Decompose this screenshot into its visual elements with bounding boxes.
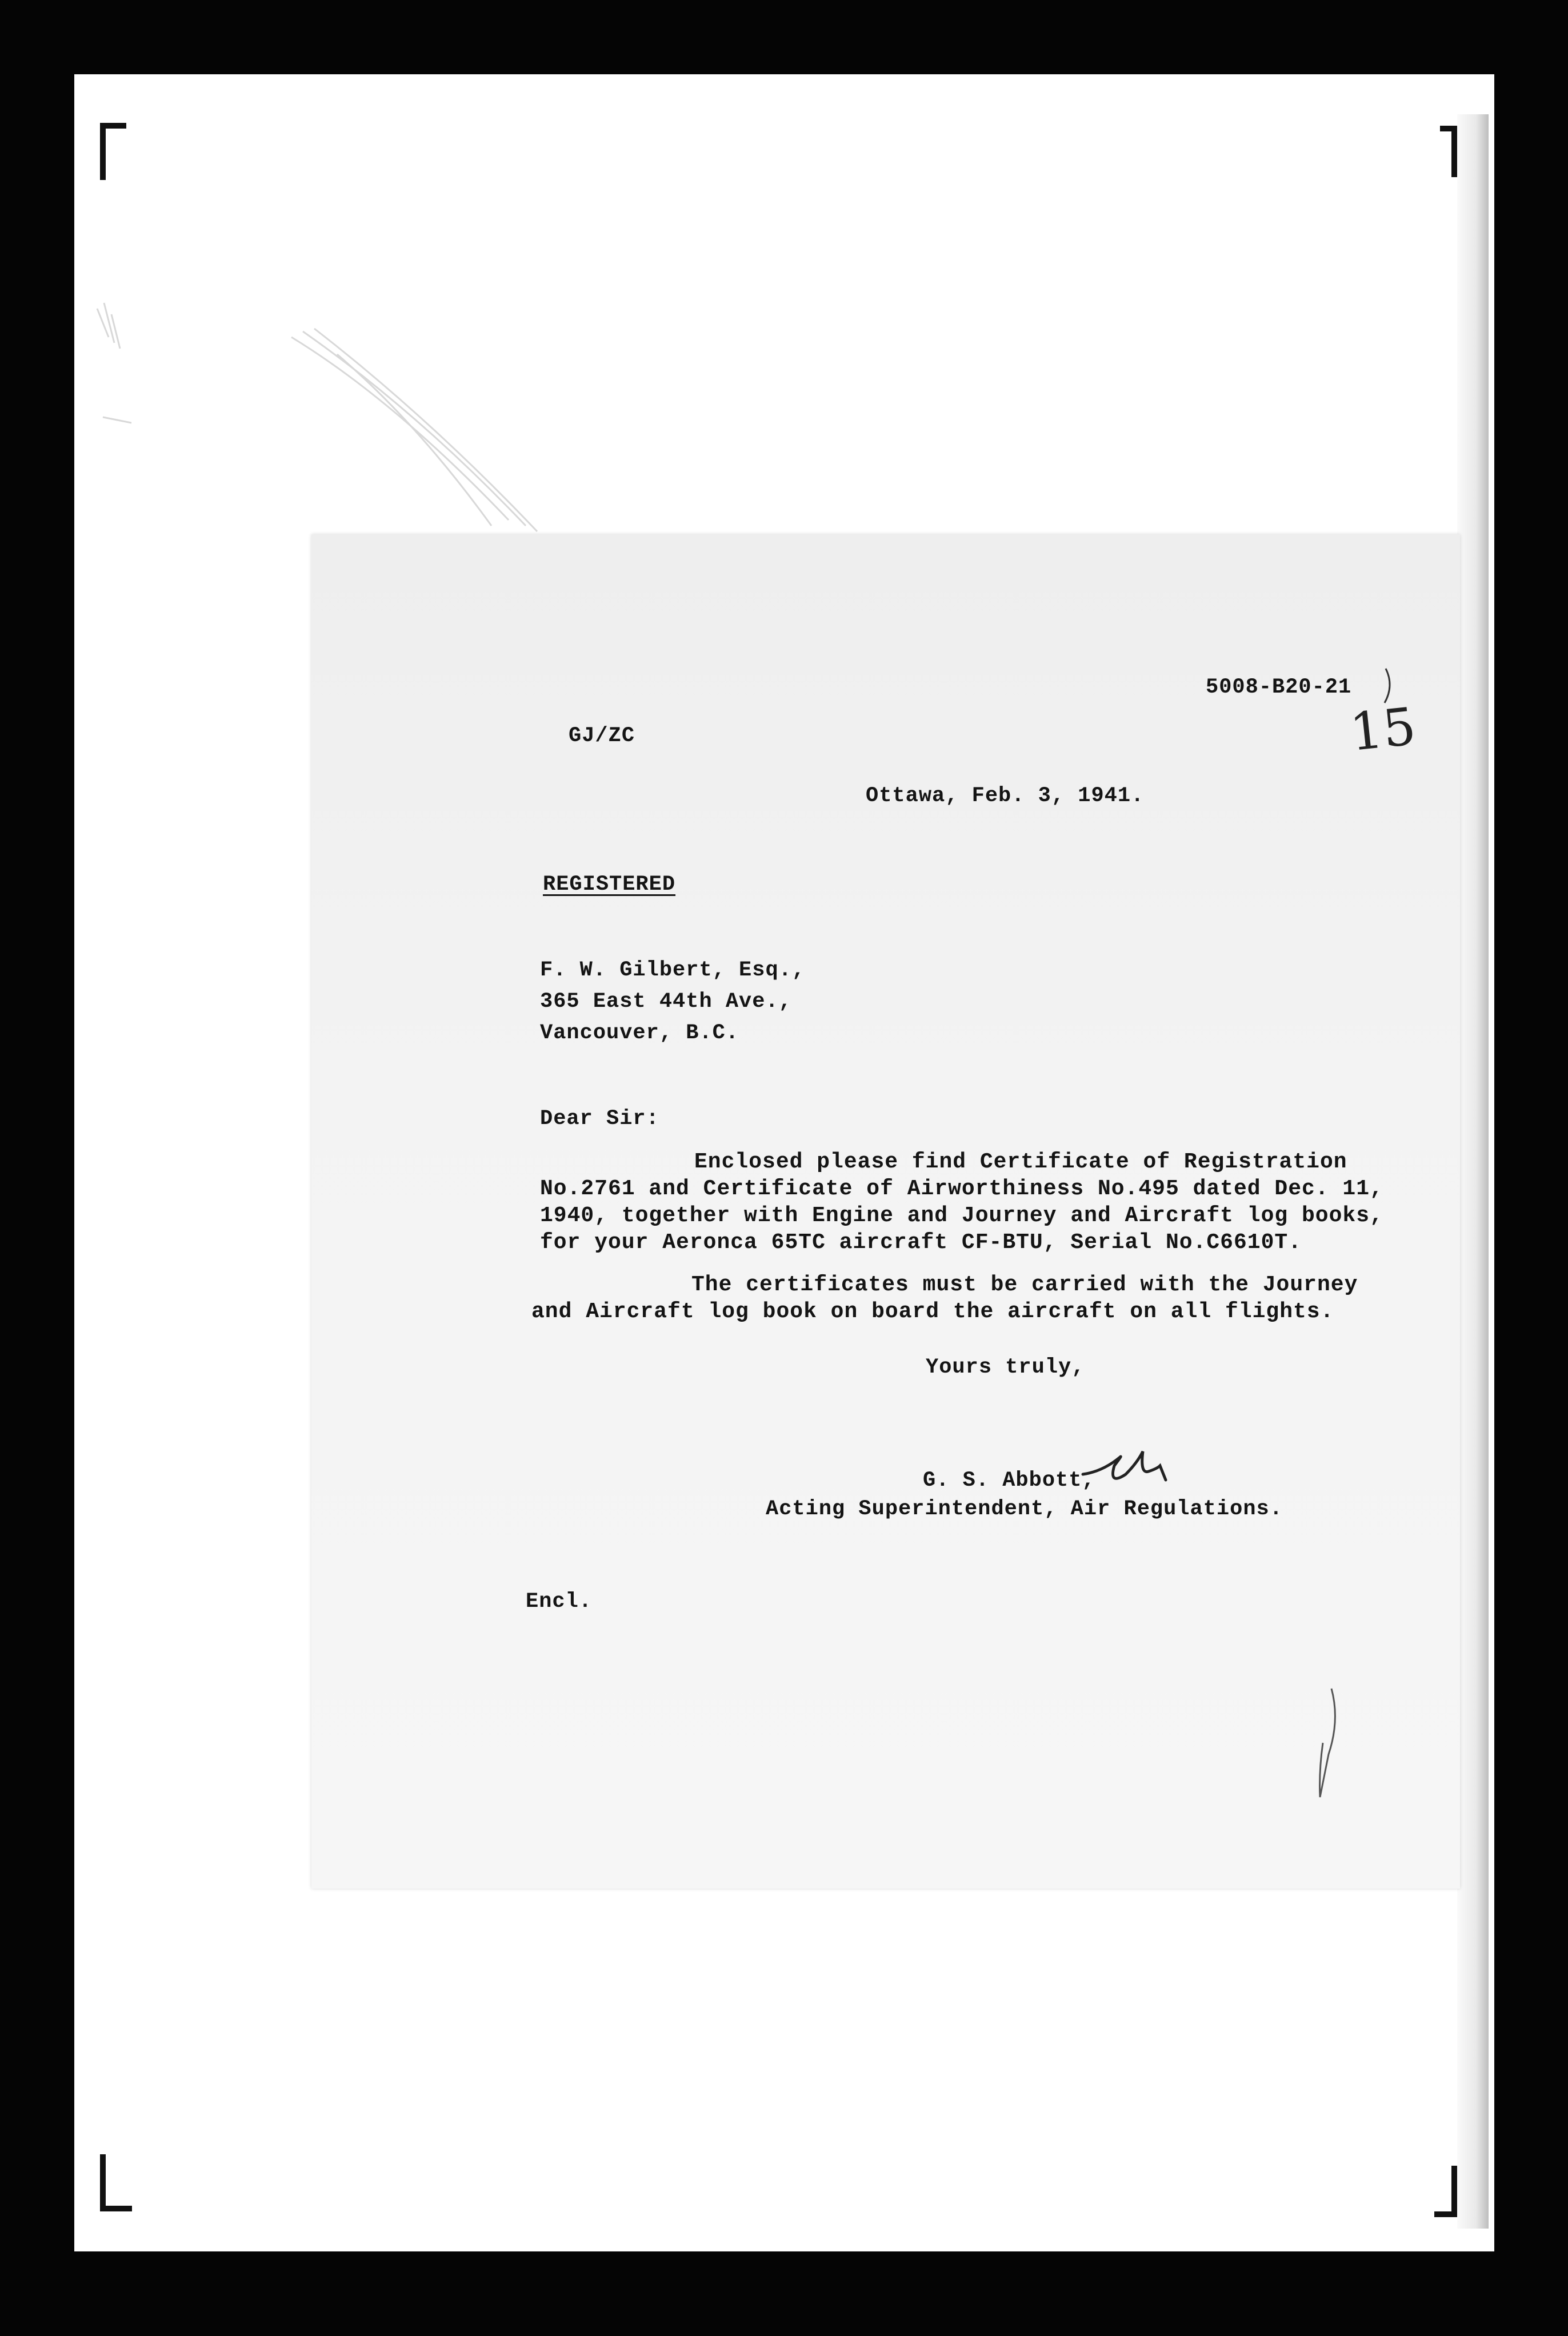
reference-number: 5008-B20-21 <box>1206 675 1352 699</box>
enclosure-note: Encl. <box>526 1590 593 1614</box>
crop-mark-top-right <box>1440 126 1457 177</box>
letter-page <box>311 534 1460 1889</box>
paragraph1-line: 1940, together with Engine and Journey and Aircraft log books, <box>540 1203 1383 1228</box>
pencil-mark <box>1309 1686 1343 1800</box>
crop-mark-bottom-left <box>100 2154 132 2211</box>
letter-date: Ottawa, Feb. 3, 1941. <box>866 784 1145 808</box>
registered-label: REGISTERED <box>543 873 676 897</box>
crop-mark-bottom-right <box>1434 2166 1457 2217</box>
handwritten-signature-icon <box>1080 1440 1194 1503</box>
paragraph2-line: and Aircraft log book on board the aircraft on all flights. <box>531 1299 1334 1324</box>
handwritten-page-mark <box>1340 663 1419 846</box>
handwritten-page-number: 15 <box>1347 696 1419 763</box>
signatory-name: G. S. Abbott, <box>923 1469 1095 1493</box>
paragraph1-line: for your Aeronca 65TC aircraft CF-BTU, Serial No.C6610T. <box>540 1230 1302 1255</box>
signatory-title: Acting Superintendent, Air Regulations. <box>766 1497 1283 1521</box>
recipient-city: Vancouver, B.C. <box>540 1021 739 1045</box>
typist-initials: GJ/ZC <box>569 724 635 748</box>
paragraph1-line: Enclosed please find Certificate of Registration <box>694 1150 1347 1174</box>
scan-smudges <box>74 274 589 560</box>
paragraph2-line: The certificates must be carried with the Journey <box>691 1273 1358 1297</box>
closing: Yours truly, <box>926 1355 1085 1379</box>
recipient-name: F. W. Gilbert, Esq., <box>540 958 806 982</box>
film-edge <box>1457 114 1489 2229</box>
crop-mark-top-left <box>100 123 126 180</box>
paragraph1-line: No.2761 and Certificate of Airworthiness No.495 dated Dec. 11, <box>540 1177 1383 1201</box>
recipient-street: 365 East 44th Ave., <box>540 990 792 1014</box>
salutation: Dear Sir: <box>540 1107 659 1131</box>
